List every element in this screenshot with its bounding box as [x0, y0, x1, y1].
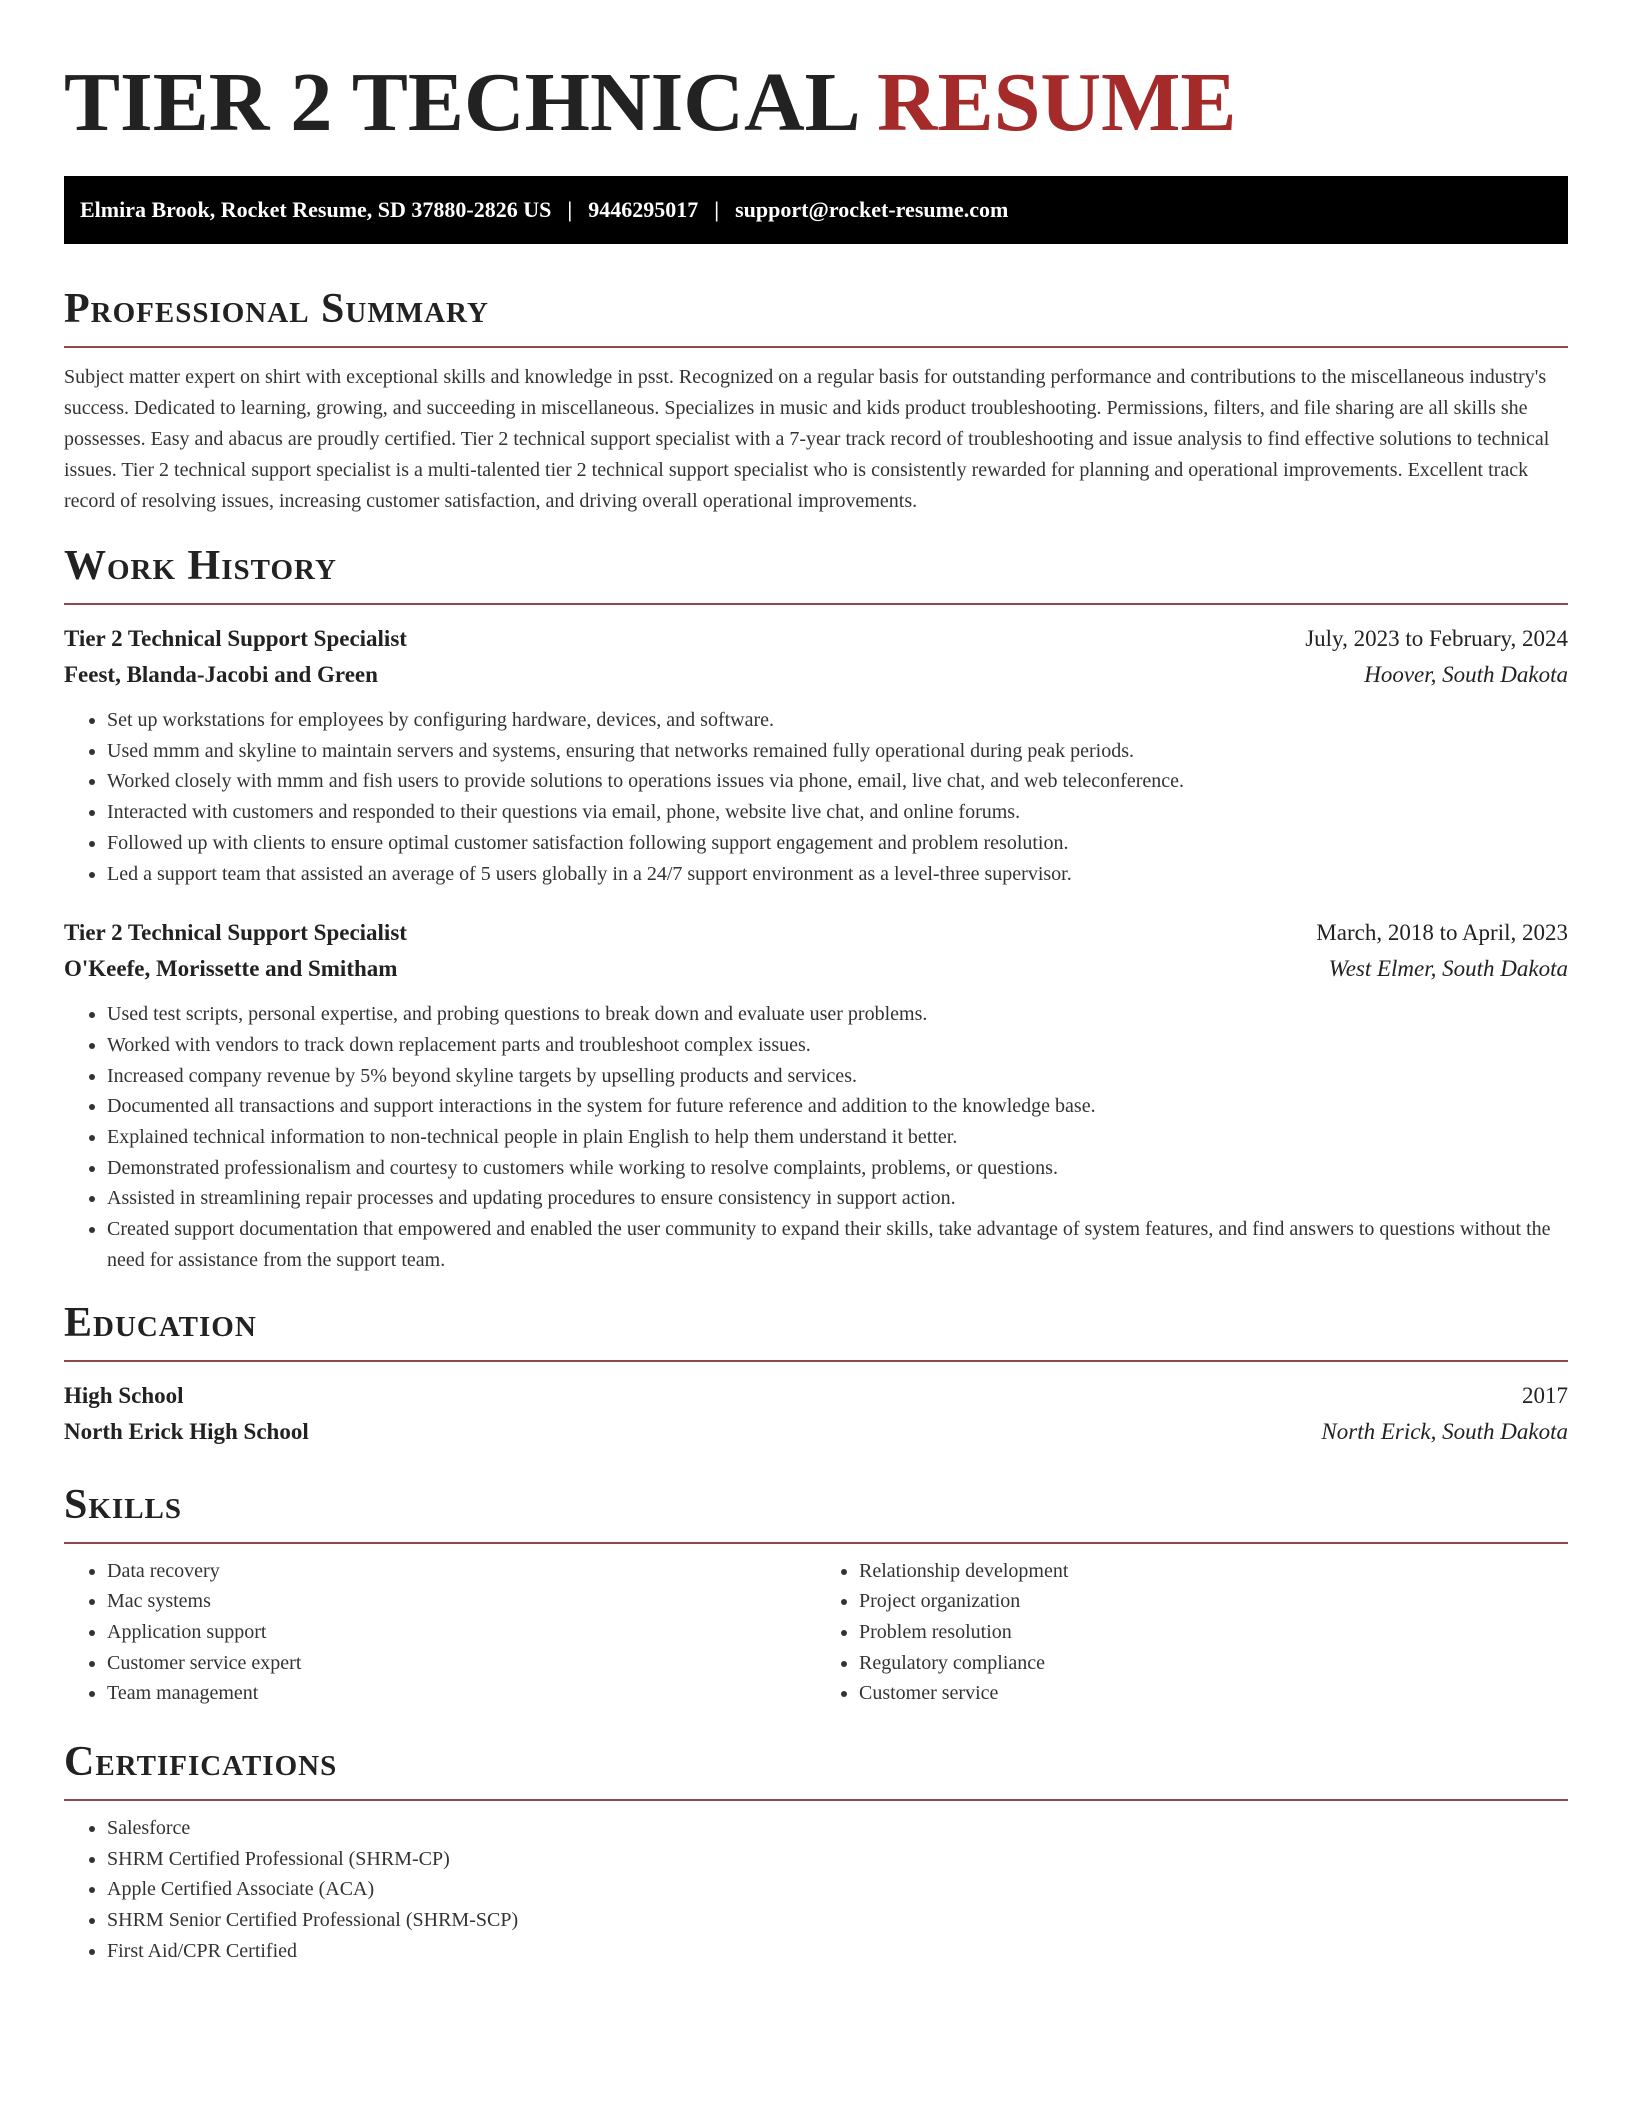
job-title: Tier 2 Technical Support Specialist — [64, 920, 407, 946]
job-location: West Elmer, South Dakota — [1328, 956, 1568, 982]
education-year: 2017 — [1522, 1382, 1568, 1408]
education-degree: High School — [64, 1382, 184, 1408]
list-item: • Relationship development — [859, 1556, 1568, 1587]
job-entry — [64, 621, 1568, 889]
list-item: • Used test scripts, personal expertise, and probing questions to break down and evaluate user problems. — [107, 999, 1568, 1030]
list-item: • Created support documentation that empowered and enabled the user community to expand their skills, take advantage of system features, and find answers to questions without the need for assistance from the support team. — [107, 1214, 1568, 1275]
list-item: • Regulatory compliance — [859, 1648, 1568, 1679]
list-item: • Increased company revenue by 5% beyond skyline targets by upselling products and services. — [107, 1061, 1568, 1092]
skills-list-right — [816, 1556, 1568, 1710]
certifications-section — [64, 1737, 1568, 1967]
list-item: • Led a support team that assisted an average of 5 users globally in a 24/7 support environment as a level-three supervisor. — [107, 859, 1568, 890]
list-item: • Customer service expert — [107, 1648, 816, 1679]
job-header — [64, 915, 1568, 951]
summary-text: Subject matter expert on shirt with exceptional skills and knowledge in psst. Recognized on a regular basis for outstanding performance and contributions to the miscellaneous industry's success. Dedicated to learning, growing, and succeeding in miscellaneous. Specializes in music and kids product troubleshooting. Permissions, filters, and file sharing are all skills she possesses. Easy and abacus are proudly certified. Tier 2 technical support specialist with a 7-year track record of troubleshooting and issue analysis to find effective solutions to technical issues. Tier 2 technical support specialist is a multi-talented tier 2 technical support specialist who is consistently rewarded for planning and operational improvements. Excellent track record of resolving issues, increasing customer satisfaction, and driving overall operational improvements. — [64, 366, 1550, 512]
work-heading: Work History — [64, 543, 337, 589]
contact-bar — [64, 176, 1568, 244]
list-item: • Explained technical information to non-technical people in plain English to help them understand it better. — [107, 1122, 1568, 1153]
certifications-list — [64, 1813, 1568, 1967]
contact-phone: 9446295017 — [588, 197, 699, 222]
job-company: Feest, Blanda-Jacobi and Green — [64, 662, 378, 687]
section-divider — [64, 346, 1568, 348]
job-header — [64, 621, 1568, 657]
title-main: TIER 2 TECHNICAL — [64, 56, 857, 149]
skills-section — [64, 1480, 1568, 1710]
education-section — [64, 1298, 1568, 1450]
list-item: • Salesforce — [107, 1813, 1568, 1844]
certifications-heading: Certifications — [64, 1739, 338, 1786]
skills-list-left — [64, 1556, 816, 1710]
list-item: • Worked with vendors to track down replacement parts and troubleshoot complex issues. — [107, 1030, 1568, 1061]
list-item: • Worked closely with mmm and fish users to provide solutions to operations issues via phone, email, live chat, and web teleconference. — [107, 766, 1568, 797]
list-item: • SHRM Certified Professional (SHRM-CP) — [107, 1844, 1568, 1875]
education-header — [64, 1378, 1568, 1414]
job-title: Tier 2 Technical Support Specialist — [64, 626, 407, 651]
education-school: North Erick High School — [64, 1418, 309, 1444]
list-item: • Used mmm and skyline to maintain servers and systems, ensuring that networks remained fully operational during peak periods. — [107, 736, 1568, 767]
job-location: Hoover, South Dakota — [1364, 662, 1568, 687]
list-item: • Problem resolution — [859, 1617, 1568, 1648]
contact-separator: | — [714, 197, 720, 222]
education-location: North Erick, South Dakota — [1321, 1418, 1568, 1444]
summary-heading: Professional Summary — [64, 286, 489, 332]
resume-title — [64, 0, 1568, 148]
job-bullets — [64, 999, 1568, 1275]
skills-columns — [64, 1544, 1568, 1710]
list-item: • Set up workstations for employees by configuring hardware, devices, and software. — [107, 705, 1568, 736]
list-item: • Demonstrated professionalism and courtesy to customers while working to resolve complaints, problems, or questions. — [107, 1153, 1568, 1184]
list-item: • Apple Certified Associate (ACA) — [107, 1874, 1568, 1905]
list-item: • Application support — [107, 1617, 816, 1648]
title-accent: RESUME — [877, 56, 1237, 149]
list-item: • Team management — [107, 1678, 816, 1709]
section-divider — [64, 1360, 1568, 1362]
contact-address: Elmira Brook, Rocket Resume, SD 37880-2826 US — [80, 197, 552, 222]
list-item: • First Aid/CPR Certified — [107, 1936, 1568, 1967]
list-item: • Followed up with clients to ensure optimal customer satisfaction following support engagement and problem resolution. — [107, 828, 1568, 859]
education-entry — [64, 1378, 1568, 1450]
summary-section — [64, 284, 1568, 517]
job-subheader — [64, 951, 1568, 987]
education-subheader — [64, 1414, 1568, 1450]
list-item: • Customer service — [859, 1678, 1568, 1709]
work-section — [64, 541, 1568, 1276]
job-entry — [64, 915, 1568, 1275]
list-item: • SHRM Senior Certified Professional (SHRM-SCP) — [107, 1905, 1568, 1936]
job-dates: July, 2023 to February, 2024 — [1305, 626, 1568, 651]
list-item: • Documented all transactions and support interactions in the system for future reference and addition to the knowledge base. — [107, 1091, 1568, 1122]
contact-separator: | — [567, 197, 573, 222]
list-item: • Mac systems — [107, 1586, 816, 1617]
list-item: • Interacted with customers and responded to their questions via email, phone, website live chat, and online forums. — [107, 797, 1568, 828]
job-dates: March, 2018 to April, 2023 — [1316, 920, 1568, 946]
job-bullets — [64, 705, 1568, 889]
job-company: O'Keefe, Morissette and Smitham — [64, 956, 398, 982]
section-divider — [64, 603, 1568, 605]
section-divider — [64, 1799, 1568, 1801]
job-subheader — [64, 657, 1568, 693]
skills-heading: Skills — [64, 1481, 183, 1528]
list-item: • Project organization — [859, 1586, 1568, 1617]
list-item: • Assisted in streamlining repair processes and updating procedures to ensure consistency in support action. — [107, 1183, 1568, 1214]
contact-email: support@rocket-resume.com — [735, 197, 1009, 222]
education-heading: Education — [64, 1299, 257, 1346]
list-item: • Data recovery — [107, 1556, 816, 1587]
